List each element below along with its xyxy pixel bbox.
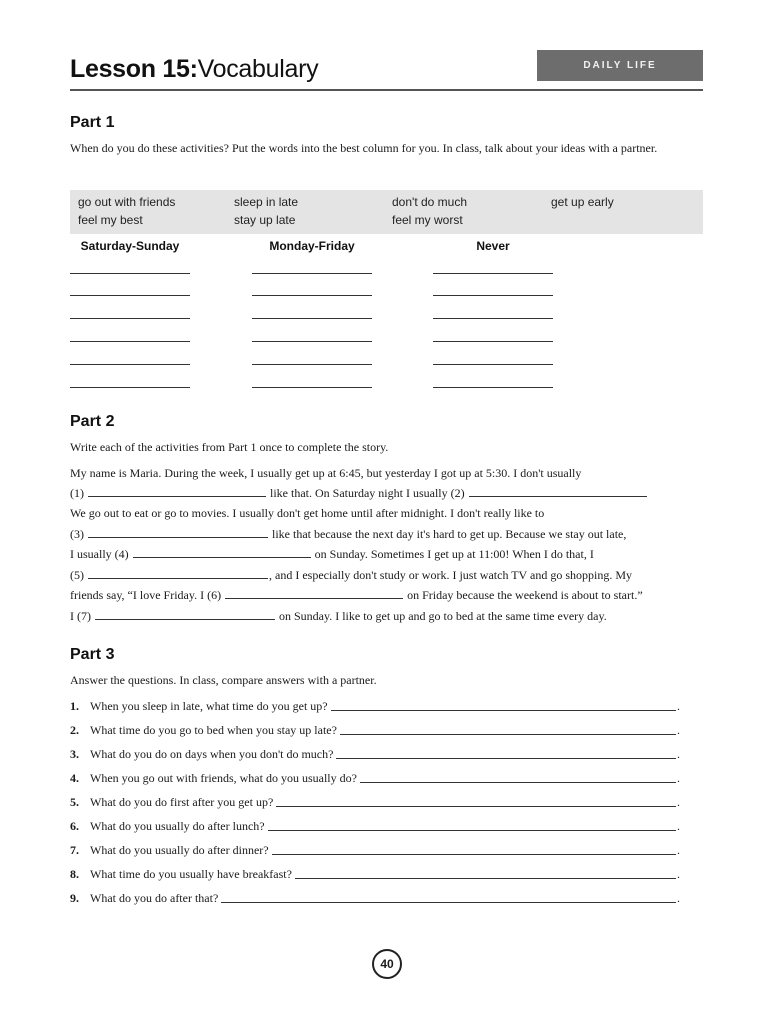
story-text: friends say, “I love Friday. I (6) bbox=[70, 588, 222, 602]
story-line bbox=[70, 609, 607, 624]
story-text: I (7) bbox=[70, 609, 91, 623]
question-number: 2. bbox=[70, 723, 79, 737]
question-number: 9. bbox=[70, 891, 79, 905]
answer-line[interactable] bbox=[70, 364, 190, 365]
part1-heading: Part 1 bbox=[70, 114, 115, 131]
answer-line[interactable] bbox=[252, 273, 372, 274]
title-lesson-number: Lesson 15: bbox=[70, 55, 198, 83]
word-bank-item: don't do much bbox=[392, 195, 468, 209]
word-bank-item: get up early bbox=[551, 195, 614, 209]
answer-line[interactable] bbox=[433, 364, 553, 365]
question-text: What time do you go to bed when you stay up late? bbox=[90, 723, 337, 737]
answer-line[interactable] bbox=[268, 830, 676, 831]
story-text: on Sunday. I like to get up and go to bed at the same time every day. bbox=[279, 609, 607, 623]
answer-line[interactable] bbox=[252, 295, 372, 296]
answer-line[interactable] bbox=[340, 734, 676, 735]
story-text: (1) bbox=[70, 486, 84, 500]
answer-line[interactable] bbox=[252, 387, 372, 388]
answer-line[interactable] bbox=[360, 782, 676, 783]
answer-line[interactable] bbox=[331, 710, 676, 711]
question-row bbox=[70, 890, 680, 906]
story-line bbox=[70, 466, 581, 481]
word-bank bbox=[70, 190, 703, 234]
answer-line[interactable] bbox=[295, 878, 676, 879]
question-text: What do you do on days when you don't do much? bbox=[90, 747, 334, 761]
answer-line[interactable] bbox=[433, 341, 553, 342]
answer-period: . bbox=[677, 843, 680, 857]
story-blank-7[interactable] bbox=[95, 610, 275, 620]
answer-line[interactable] bbox=[70, 318, 190, 319]
answer-period: . bbox=[677, 795, 680, 809]
story-blank-1[interactable] bbox=[88, 487, 266, 497]
question-number: 8. bbox=[70, 867, 79, 881]
answer-period: . bbox=[677, 699, 680, 713]
story-line bbox=[70, 506, 544, 521]
answer-period: . bbox=[677, 723, 680, 737]
part3-heading: Part 3 bbox=[70, 646, 115, 663]
story-text: My name is Maria. During the week, I usually get up at 6:45, but yesterday I got up at 5:30. I don't usually bbox=[70, 466, 582, 480]
story-text: We go out to eat or go to movies. I usually don't get home until after midnight. I don't really like to bbox=[70, 506, 545, 520]
question-row bbox=[70, 722, 680, 738]
story-text: , and I especially don't study or work. I just watch TV and go shopping. My bbox=[269, 568, 633, 582]
story-text: like that. On Saturday night I usually (2) bbox=[270, 486, 465, 500]
word-bank-item: stay up late bbox=[234, 213, 296, 227]
answer-line[interactable] bbox=[433, 273, 553, 274]
question-text: What do you usually do after dinner? bbox=[90, 843, 269, 857]
question-row bbox=[70, 698, 680, 714]
part1-instruction: When do you do these activities? Put the words into the best column for you. In class, talk about your ideas with a partner. bbox=[70, 141, 658, 155]
story-line bbox=[70, 486, 648, 501]
story-line bbox=[70, 547, 594, 562]
question-number: 7. bbox=[70, 843, 79, 857]
page-number: 40 bbox=[372, 949, 402, 979]
answer-line[interactable] bbox=[70, 273, 190, 274]
question-row bbox=[70, 770, 680, 786]
word-bank-item: go out with friends bbox=[78, 195, 176, 209]
answer-period: . bbox=[677, 891, 680, 905]
answer-line[interactable] bbox=[252, 318, 372, 319]
question-number: 5. bbox=[70, 795, 79, 809]
word-bank-item: feel my worst bbox=[392, 213, 463, 227]
story-text: on Friday because the weekend is about to start.” bbox=[407, 588, 643, 602]
story-line bbox=[70, 588, 643, 603]
part2-instruction: Write each of the activities from Part 1 once to complete the story. bbox=[70, 440, 389, 454]
answer-line[interactable] bbox=[70, 387, 190, 388]
answer-line[interactable] bbox=[276, 806, 676, 807]
story-text: (5) bbox=[70, 568, 84, 582]
column-header-weekdays: Monday-Friday bbox=[269, 239, 355, 253]
answer-line[interactable] bbox=[433, 318, 553, 319]
question-number: 3. bbox=[70, 747, 79, 761]
part3-instruction: Answer the questions. In class, compare answers with a partner. bbox=[70, 673, 377, 687]
question-row bbox=[70, 746, 680, 762]
column-header-never: Never bbox=[476, 239, 510, 253]
question-text: What do you do after that? bbox=[90, 891, 219, 905]
story-text: I usually (4) bbox=[70, 547, 129, 561]
title-topic: Vocabulary bbox=[197, 55, 319, 83]
section-tag: DAILY LIFE bbox=[537, 50, 703, 81]
question-row bbox=[70, 866, 680, 882]
question-row bbox=[70, 842, 680, 858]
answer-period: . bbox=[677, 867, 680, 881]
question-text: When you sleep in late, what time do you get up? bbox=[90, 699, 328, 713]
page-title bbox=[70, 55, 318, 84]
question-number: 4. bbox=[70, 771, 79, 785]
answer-line[interactable] bbox=[221, 902, 676, 903]
story-text: (3) bbox=[70, 527, 84, 541]
story-blank-5[interactable] bbox=[88, 569, 268, 579]
story-text: on Sunday. Sometimes I get up at 11:00! When I do that, I bbox=[314, 547, 594, 561]
story-blank-2[interactable] bbox=[469, 487, 647, 497]
story-line bbox=[70, 527, 626, 542]
question-text: What do you do first after you get up? bbox=[90, 795, 274, 809]
column-header-weekend: Saturday-Sunday bbox=[80, 239, 180, 253]
answer-line[interactable] bbox=[70, 341, 190, 342]
word-bank-item: feel my best bbox=[78, 213, 143, 227]
question-row bbox=[70, 818, 680, 834]
word-bank-item: sleep in late bbox=[234, 195, 299, 209]
story-line bbox=[70, 568, 632, 583]
story-blank-6[interactable] bbox=[225, 589, 403, 599]
header-divider bbox=[70, 89, 703, 91]
question-text: What do you usually do after lunch? bbox=[90, 819, 265, 833]
question-row bbox=[70, 794, 680, 810]
answer-line[interactable] bbox=[252, 341, 372, 342]
story-blank-3[interactable] bbox=[88, 528, 268, 538]
answer-line[interactable] bbox=[252, 364, 372, 365]
answer-line[interactable] bbox=[433, 295, 553, 296]
question-text: When you go out with friends, what do you usually do? bbox=[90, 771, 357, 785]
answer-line[interactable] bbox=[70, 295, 190, 296]
question-number: 1. bbox=[70, 699, 79, 713]
answer-period: . bbox=[677, 819, 680, 833]
question-text: What time do you usually have breakfast? bbox=[90, 867, 292, 881]
answer-line[interactable] bbox=[272, 854, 676, 855]
part2-heading: Part 2 bbox=[70, 413, 115, 430]
story-text: like that because the next day it's hard to get up. Because we stay out late, bbox=[272, 527, 627, 541]
answer-line[interactable] bbox=[433, 387, 553, 388]
question-number: 6. bbox=[70, 819, 79, 833]
answer-line[interactable] bbox=[336, 758, 676, 759]
answer-period: . bbox=[677, 747, 680, 761]
story-blank-4[interactable] bbox=[133, 548, 311, 558]
answer-period: . bbox=[677, 771, 680, 785]
